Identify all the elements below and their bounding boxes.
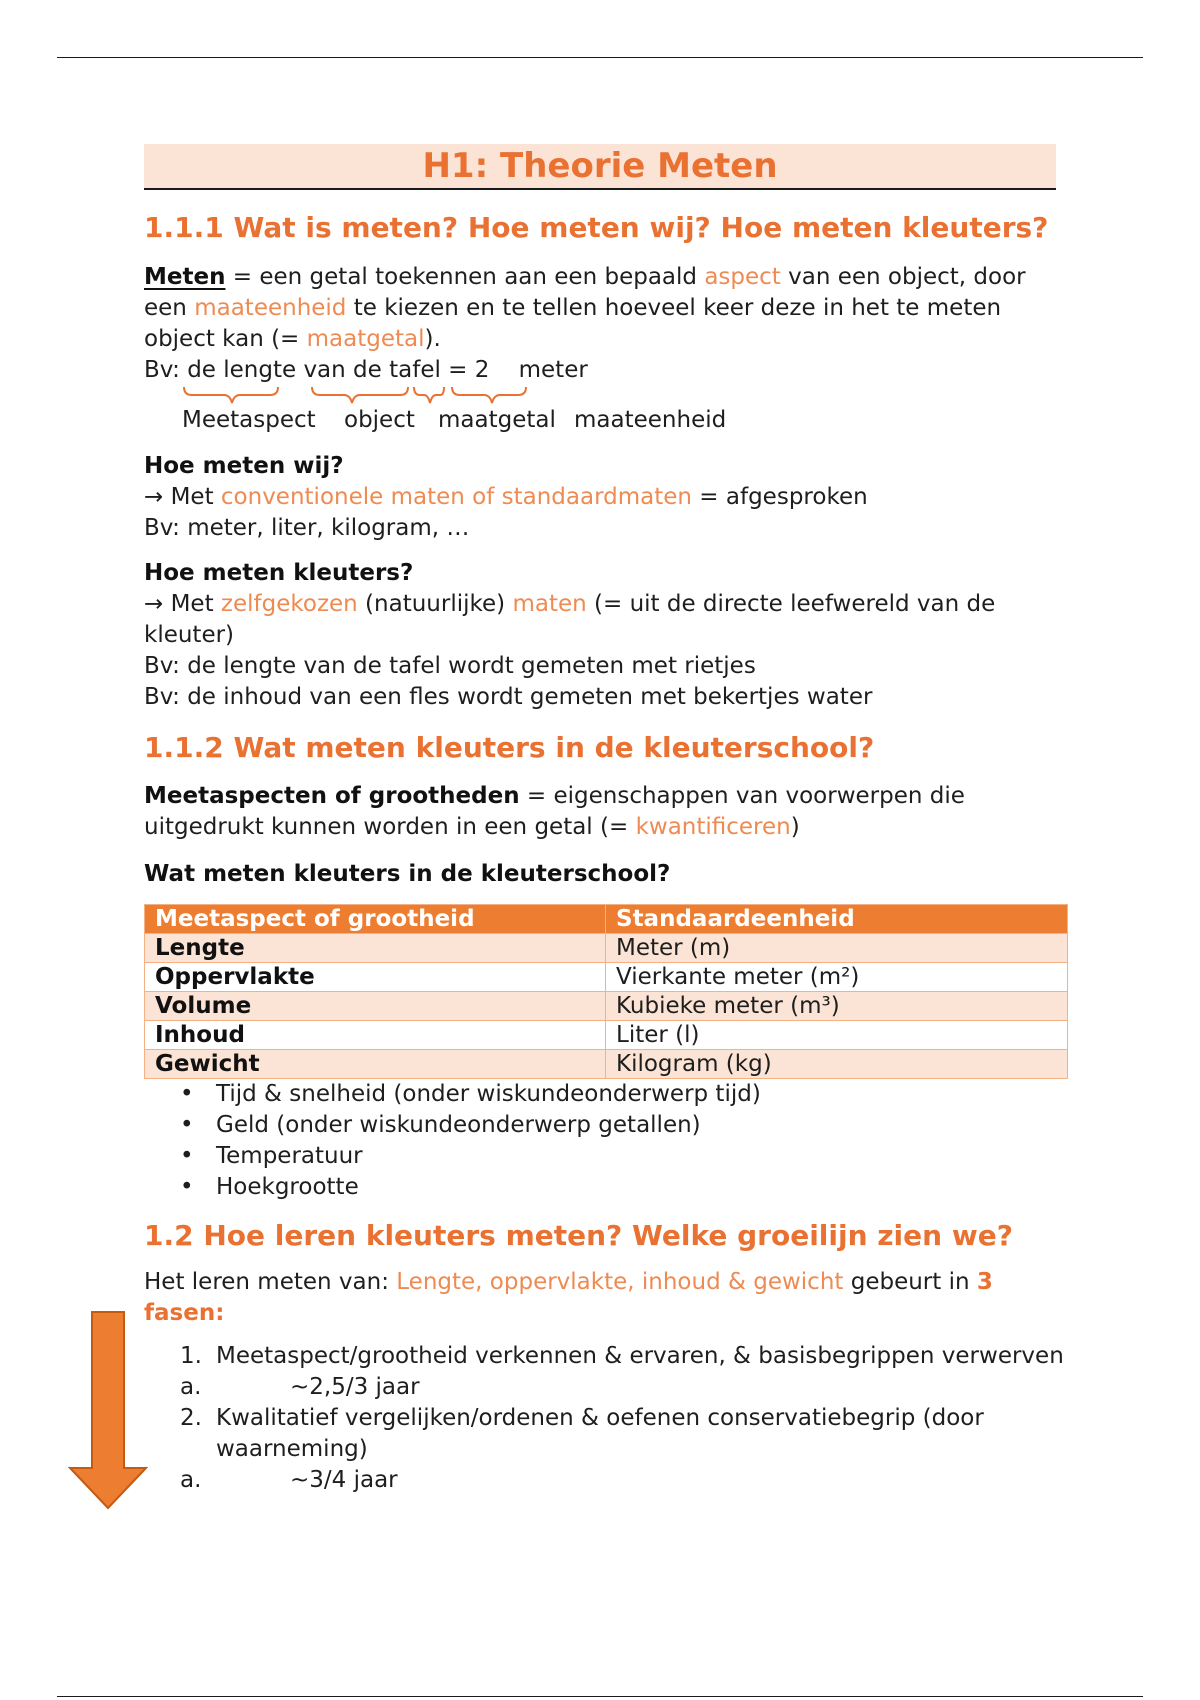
term-meetaspecten: Meetaspecten of grootheden: [144, 783, 520, 809]
page-title: H1: Theorie Meten: [144, 144, 1056, 190]
section-heading-1-2: 1.2 Hoe leren kleuters meten? Welke groeilijn zien we?: [144, 1219, 1013, 1252]
keyword-lengte-oppervlakte: Lengte, oppervlakte, inhoud & gewicht: [396, 1269, 844, 1295]
phase-number: 2.: [180, 1405, 202, 1431]
example-line: Bv: de lengte van de tafel = 2 meter: [144, 357, 588, 383]
table-header-cell: Standaardeenheid: [606, 905, 1068, 934]
table-cell: Lengte: [145, 934, 606, 963]
kleuters-line-2: Bv: de lengte van de tafel wordt gemeten met rietjes: [144, 653, 756, 679]
phase-subitem: [144, 1465, 1064, 1496]
table-cell: Vierkante meter (m²): [606, 963, 1068, 992]
subheading-hoe-meten-wij: Hoe meten wij?: [144, 453, 344, 479]
table-header-cell: Meetaspect of grootheid: [145, 905, 606, 934]
section-heading-1-1-2: 1.1.2 Wat meten kleuters in de kleuterschool?: [144, 731, 875, 764]
example-sentence: [144, 355, 1064, 405]
keyword-maatgetal: maatgetal: [306, 326, 425, 352]
definition-meetaspecten: Meetaspecten of grootheden = eigenschappen van voorwerpen die uitgedrukt kunnen worden in een getal (= kwantificeren): [144, 783, 965, 840]
subheading-hoe-meten-kleuters: Hoe meten kleuters?: [144, 560, 414, 586]
meetaspect-table: [144, 904, 1068, 1079]
table-cell: Kilogram (kg): [606, 1050, 1068, 1079]
keyword-zelfgekozen: zelfgekozen: [220, 591, 358, 617]
table-header-row: [145, 905, 1068, 934]
keyword-kwantificeren: kwantificeren: [635, 814, 791, 840]
phase-subitem-letter: a.: [180, 1374, 202, 1400]
term-meten: Meten: [144, 264, 226, 290]
table-row: [145, 1050, 1068, 1079]
phase-age: ~2,5/3 jaar: [290, 1374, 420, 1400]
table-row: [145, 992, 1068, 1021]
phase-age: ~3/4 jaar: [290, 1467, 398, 1493]
table-cell: Oppervlakte: [145, 963, 606, 992]
example-labels: [144, 405, 1064, 439]
table-cell: Gewicht: [145, 1050, 606, 1079]
extra-aspects-list: [144, 1079, 1064, 1203]
keyword-aspect: aspect: [704, 264, 781, 290]
list-item: • Geld (onder wiskundeonderwerp getallen): [216, 1110, 1064, 1141]
table-cell: Meter (m): [606, 934, 1068, 963]
phase-number: 1.: [180, 1343, 202, 1369]
brace-tafel: [414, 387, 444, 403]
list-item: • Tijd & snelheid (onder wiskundeonderwerp tijd): [216, 1079, 1064, 1110]
brace-maatgetal: [452, 387, 526, 403]
label-meetaspect: Meetaspect: [182, 407, 316, 433]
definition-meten: Meten = een getal toekennen aan een bepaald aspect van een object, door een maateenheid te kiezen en te tellen hoeveel keer deze in het te meten object kan (= maatgetal).: [144, 264, 1026, 352]
table-row: [145, 963, 1068, 992]
phases-intro: Het leren meten van: Lengte, oppervlakte, inhoud & gewicht gebeurt in 3 fasen:: [144, 1269, 993, 1326]
section-heading-1-1-1: 1.1.1 Wat is meten? Hoe meten wij? Hoe meten kleuters?: [144, 211, 1049, 244]
phase-text: Kwalitatief vergelijken/ordenen & oefenen conservatiebegrip (door waarneming): [216, 1405, 984, 1462]
page-bottom-rule: [57, 1696, 1143, 1697]
document-content: [144, 144, 1064, 1496]
phase-text: Meetaspect/grootheid verkennen & ervaren, & basisbegrippen verwerven: [216, 1343, 1064, 1369]
brace-meetaspect: [184, 387, 278, 403]
table-cell: Volume: [145, 992, 606, 1021]
phase-item: [144, 1403, 1064, 1465]
wij-line-2: Bv: meter, liter, kilogram, …: [144, 515, 470, 541]
table-row: [145, 1021, 1068, 1050]
down-arrow-icon: [66, 1310, 150, 1510]
keyword-maateenheid: maateenheid: [194, 295, 347, 321]
keyword-3-fasen: 3 fasen:: [144, 1269, 993, 1326]
page-top-rule: [57, 57, 1143, 58]
table-row: [145, 934, 1068, 963]
kleuters-line-3: Bv: de inhoud van een fles wordt gemeten met bekertjes water: [144, 684, 873, 710]
keyword-standaardmaten: conventionele maten of standaardmaten: [220, 484, 692, 510]
table-cell: Inhoud: [145, 1021, 606, 1050]
label-maateenheid: maateenheid: [574, 407, 727, 433]
phase-subitem-letter: a.: [180, 1467, 202, 1493]
phase-subitem: [144, 1372, 1064, 1403]
phase-item: [144, 1341, 1064, 1372]
keyword-maten: maten: [512, 591, 587, 617]
list-item: • Hoekgrootte: [216, 1172, 1064, 1203]
brace-object: [312, 387, 408, 403]
subheading-wat-meten-kleuters: Wat meten kleuters in de kleuterschool?: [144, 861, 671, 887]
label-object: object: [344, 407, 415, 433]
phases-list: [144, 1341, 1064, 1496]
list-item: • Temperatuur: [216, 1141, 1064, 1172]
label-maatgetal: maatgetal: [438, 407, 556, 433]
table-cell: Kubieke meter (m³): [606, 992, 1068, 1021]
table-cell: Liter (l): [606, 1021, 1068, 1050]
kleuters-line-1: → Met zelfgekozen (natuurlijke) maten (= uit de directe leefwereld van de kleuter): [144, 591, 996, 648]
wij-line-1: → Met conventionele maten of standaardmaten = afgesproken: [144, 484, 868, 510]
